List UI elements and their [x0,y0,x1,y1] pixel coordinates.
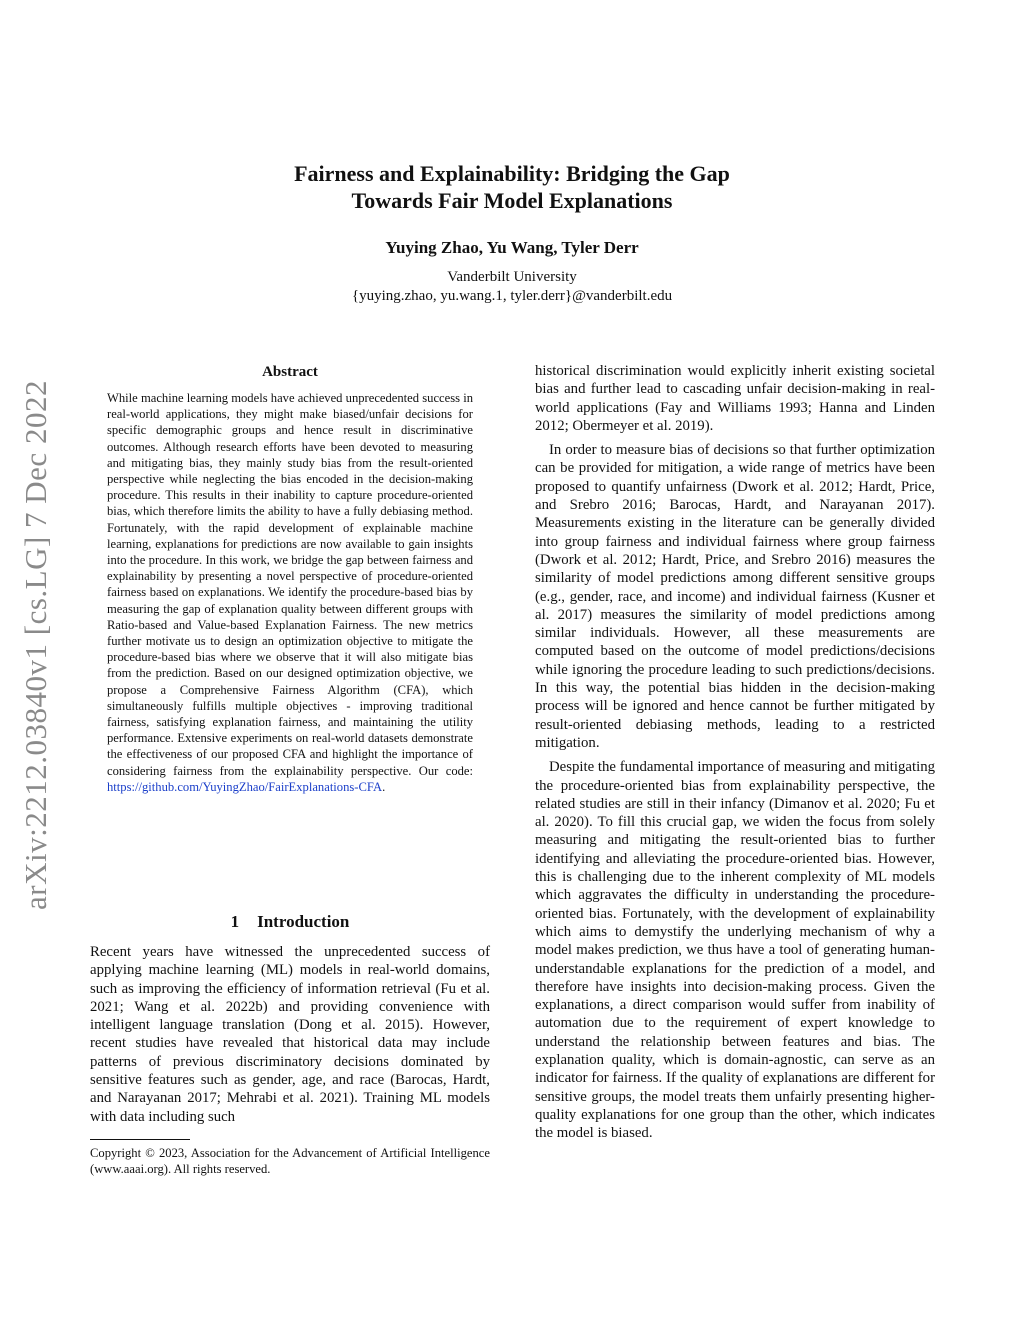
code-repository-link[interactable]: https://github.com/YuyingZhao/FairExplanations-CFA [107,779,383,794]
title-line-1: Fairness and Explainability: Bridging the Gap [294,161,730,186]
abstract-text: While machine learning models have achieved unprecedented success in real-world applications, they might make biased/unfair decisions for specific demographic groups and hence result in discriminative outcomes. Although research efforts have been devoted to measuring and mitigating bias, they mainly study bias from the result-oriented perspective while neglecting the bias encoded in the decision-making procedure. This results in their inability to capture procedure-oriented bias, which therefore limits the ability to have a fully debiasing method. Fortunately, with the rapid development of explainable machine learning, explanations for predictions are now available to gain insights into the procedure. In this work, we bridge the gap between fairness and explainability by presenting a novel perspective of procedure-oriented fairness based on explanations. We identify the procedure-based bias by measuring the gap of explanation quality between different groups with Ratio-based and Value-based Explanation Fairness. The new metrics further motivate us to design an optimization objective to mitigate the procedure-based bias where we observe that it will also mitigate bias from the prediction. Based on our designed optimization objective, we propose a Comprehensive Fairness Algorithm (CFA), which simultaneously fulfills multiple objectives - improving traditional fairness, satisfying explanation fairness, and maintaining the utility performance. Extensive experiments on real-world datasets demonstrate the effectiveness of our proposed CFA and highlight the importance of considering fairness from the explainability perspective. Our code: [107,391,473,778]
intro-paragraph-3: Despite the fundamental importance of measuring and mitigating the procedure-oriented bias from explainability perspective, the related studies are still in their infancy (Dimanov et al. 2020; Fu et al. 2020). To fill this crucial gap, we widen the focus from solely measuring and mitigating the result-oriented bias to further identifying and alleviating the procedure-oriented bias. However, this is challenging due to the inherent complexity of ML models which aggravates the difficulty in understanding the procedure-oriented bias. Fortunately, with the development of explainability which aims to demystify the underlying mechanism of why a model makes prediction, we thus have a tool of generating human-understandable explanations for the prediction of a model, and therefore have insights into decision-making process. Given the explanations, a direct comparison would suffer from inability of automation due to the requirement of expert knowledge to understand the relationship between features and bias. The explanation quality, which is domain-agnostic, can serve as an indicator for fairness. If the quality of explanations are different for sensitive groups, the model treats them unfairly presenting higher-quality explanations for one group than the other, which indicates the model is biased. [535,759,935,1142]
copyright-footnote: Copyright © 2023, Association for the Advancement of Artificial Intelligence (www.aaai.org). All rights reserved. [90,1146,490,1176]
title-line-2: Towards Fair Model Explanations [351,188,673,213]
intro-paragraph-1-continued: historical discrimination would explicitly inherit existing societal bias and further lead to cascading unfair decision-making in real-world applications (Fay and Williams 1993; Hanna and Linden 2012; Obermeyer et al. 2019). [535,363,935,434]
abstract-end: . [382,779,386,794]
introduction-heading [90,912,490,932]
paper-title [0,160,1024,214]
footnote-rule [90,1139,190,1140]
arxiv-stamp [6,360,66,930]
section-title: Introduction [257,912,350,931]
abstract-heading: Abstract [262,364,318,380]
affiliation [0,268,1024,306]
abstract-body [107,390,473,795]
abstract-section [107,364,473,795]
right-column [535,362,935,1148]
intro-paragraph-2: In order to measure bias of decisions so that further optimization can be provided for mitigation, a wide range of metrics have been proposed to quantify unfairness (Dwork et al. 2012; Hardt, Price, and Srebro 2016; Barocas, Hardt, and Narayanan 2017). Measurements existing in the literature can be generally divided into group fairness and individual fairness where group fairness (Dwork et al. 2012; Hardt, Price, and Srebro 2016) measures the similarity of model predictions among different sensitive groups (e.g., gender, race, and income) and individual fairness (Kusner et al. 2017) measures the similarity of model predictions among similar individuals. However, all these measurements are computed based on the outcome of model predictions/decisions while ignoring the procedure leading to such predictions/decisions. In this way, the potential bias hidden in the decision-making process will be ignored and hence cannot be further mitigated by result-oriented debiasing methods, leading to a restricted mitigation. [535,442,935,751]
author-list: Yuying Zhao, Yu Wang, Tyler Derr [385,238,639,257]
section-number: 1 [230,912,240,931]
author-emails: {yuying.zhao, yu.wang.1, tyler.derr}@vanderbilt.edu [351,288,673,304]
arxiv-stamp-text: arXiv:2212.03840v1 [cs.LG] 7 Dec 2022 [18,380,53,910]
intro-paragraph-1: Recent years have witnessed the unprecedented success of applying machine learning (ML) models in real-world domains, such as improving the efficiency of information retrieval (Fu et al. 2021; Wang et al. 2022b) and providing convenience with intelligent language translation (Dong et al. 2015). However, recent studies have revealed that historical data may include patterns of previous discriminatory decisions dominated by sensitive features such as gender, age, and race (Barocas, Hardt, and Narayanan 2017; Mehrabi et al. 2021). Training ML models with data including such [90,944,490,1125]
institution: Vanderbilt University [447,269,577,285]
